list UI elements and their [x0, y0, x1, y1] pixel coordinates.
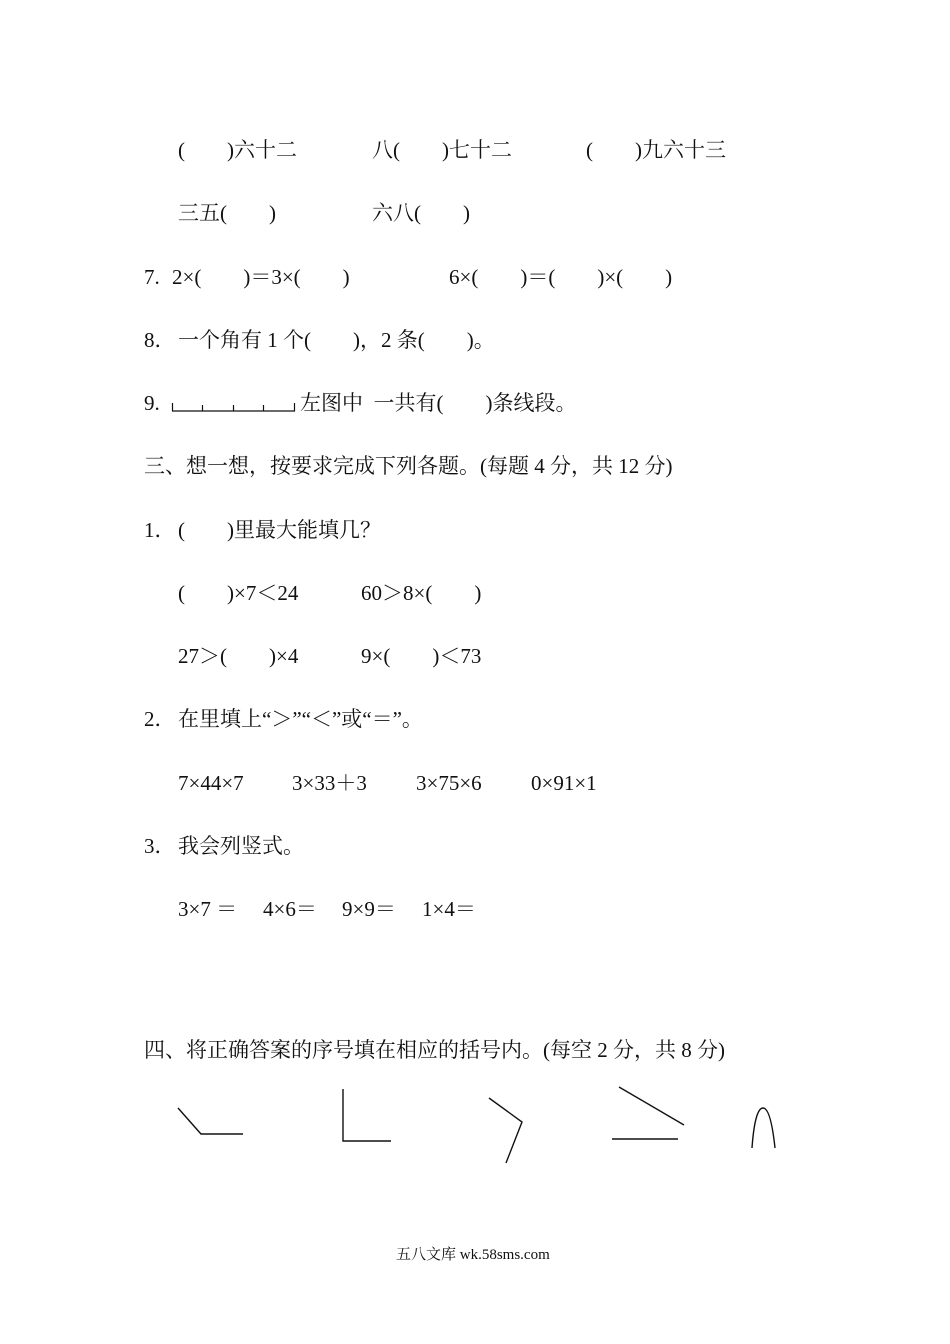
q6-item-4: 三五( ) [178, 201, 276, 225]
s3-q3-item-2: 4×6＝ [263, 897, 317, 921]
s3-q2-item-2: 3×33＋3 [292, 771, 367, 795]
s3-q3-item-3: 9×9＝ [342, 897, 396, 921]
q7-expression-1: 2×( )＝3×( ) [172, 265, 350, 289]
q7-number: 7. [144, 265, 160, 289]
q8-number: 8． [144, 328, 176, 352]
s3-q1-text: ( )里最大能填几？ [178, 518, 381, 542]
q6-item-3: ( )九六十三 [586, 138, 726, 162]
angle-figure-3 [489, 1098, 522, 1163]
s3-q1-item-4: 9×( )＜73 [361, 644, 482, 668]
s3-q3-item-1: 3×7 ＝ [178, 897, 238, 921]
q6-item-2: 八( )七十二 [372, 138, 512, 162]
footer-watermark: 五八文库 wk.58sms.com [396, 1247, 550, 1263]
angle-figure-1 [178, 1108, 243, 1134]
s3-q3-number: 3． [144, 834, 176, 858]
q9-text: 左图中 一共有( )条线段。 [300, 391, 577, 415]
q8-text: 一个角有 1 个( )，2 条( )。 [178, 328, 495, 352]
section4-title: 四、将正确答案的序号填在相应的括号内。(每空 2 分，共 8 分) [144, 1038, 725, 1062]
angle-figure-2 [343, 1089, 391, 1141]
s3-q1-item-1: ( )×7＜24 [178, 581, 299, 605]
s3-q2-item-1: 7×44×7 [178, 771, 244, 795]
s3-q2-text: 在里填上“＞”“＜”或“＝”。 [178, 707, 423, 731]
s3-q2-number: 2． [144, 707, 176, 731]
s3-q3-item-4: 1×4＝ [422, 897, 476, 921]
q6-item-1: ( )六十二 [178, 138, 297, 162]
section3-title: 三、想一想，按要求完成下列各题。(每题 4 分，共 12 分) [144, 454, 673, 478]
q6-item-5: 六八( ) [372, 201, 470, 225]
q7-expression-2: 6×( )＝( )×( ) [449, 265, 673, 289]
s3-q3-text: 我会列竖式。 [178, 834, 304, 858]
s3-q2-item-4: 0×91×1 [531, 771, 597, 795]
s3-q2-item-3: 3×75×6 [416, 771, 482, 795]
s3-q1-item-3: 27＞( )×4 [178, 644, 299, 668]
curve-figure-5 [752, 1108, 775, 1148]
q9-number: 9. [144, 391, 160, 415]
s3-q1-number: 1． [144, 518, 176, 542]
lines-figure-4a [619, 1087, 684, 1125]
s3-q1-item-2: 60＞8×( ) [361, 581, 482, 605]
